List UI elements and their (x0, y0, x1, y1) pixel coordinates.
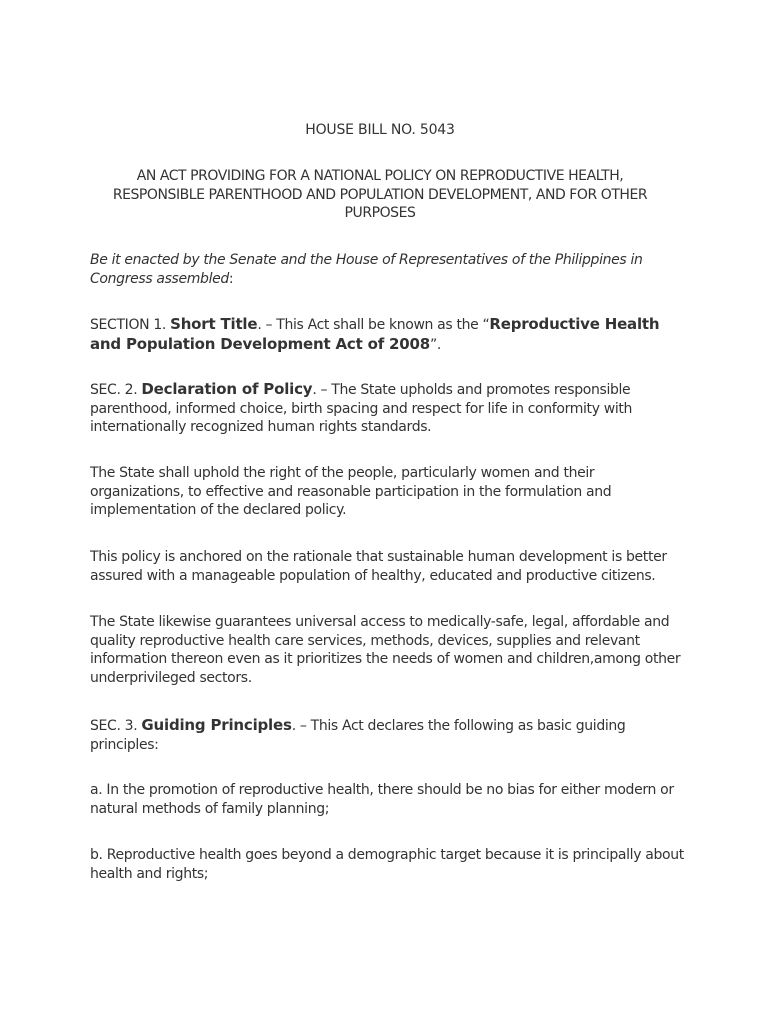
section-2 (90, 380, 690, 437)
section-1-end: ”. (430, 336, 442, 353)
section-3-heading: Guiding Principles (141, 716, 292, 734)
section-3 (90, 716, 690, 754)
section-1-label: SECTION 1. (90, 317, 171, 333)
section-3-label: SEC. 3. (90, 718, 142, 734)
section-2-label: SEC. 2. (90, 382, 142, 398)
act-short-title: Reproductive Health and Population Development Act of 2008 (90, 315, 660, 353)
policy-paragraph: This policy is anchored on the rationale that sustainable human development is better assured with a manageable population of healthy, educated and productive citizens. (90, 549, 667, 584)
section-2-text: . – The State upholds and promotes responsible parenthood, informed choice, birth spacing and respect for life in conformity with internationally recognized human rights standards. (90, 382, 633, 435)
section-1-intro: . – This Act shall be known as the “ (257, 317, 490, 333)
section-3-text: . – This Act declares the following as basic guiding principles: (90, 718, 626, 753)
principle-item: b. Reproductive health goes beyond a demographic target because it is principally about health and rights; (90, 847, 684, 882)
section-1-heading: Short Title (170, 315, 258, 333)
section-2-heading: Declaration of Policy (141, 380, 313, 398)
section-1 (90, 315, 690, 354)
policy-paragraph: The State shall uphold the right of the people, particularly women and their organizations, to effective and reasonable participation in the formulation and implementation of the declared policy. (90, 465, 612, 518)
enacting-clause-end: : (228, 270, 234, 287)
enacting-clause (90, 251, 690, 288)
principle-item: a. In the promotion of reproductive health, there should be no bias for either modern or natural methods of family planning; (90, 782, 674, 817)
bill-number: HOUSE BILL NO. 5043 (305, 122, 455, 138)
enacting-clause-text: Be it enacted by the Senate and the House of Representatives of the Philippines in Congress assembled (90, 252, 643, 287)
act-title: AN ACT PROVIDING FOR A NATIONAL POLICY ON REPRODUCTIVE HEALTH, RESPONSIBLE PARENTHOOD AND POPULATION DEVELOPMENT, AND FOR OTHER PURPOSES (112, 168, 648, 221)
policy-paragraph: The State likewise guarantees universal access to medically-safe, legal, affordable and quality reproductive health care services, methods, devices, supplies and relevant information thereon even as it prioritizes the needs of women and children,among other underprivileged sectors. (90, 614, 681, 686)
